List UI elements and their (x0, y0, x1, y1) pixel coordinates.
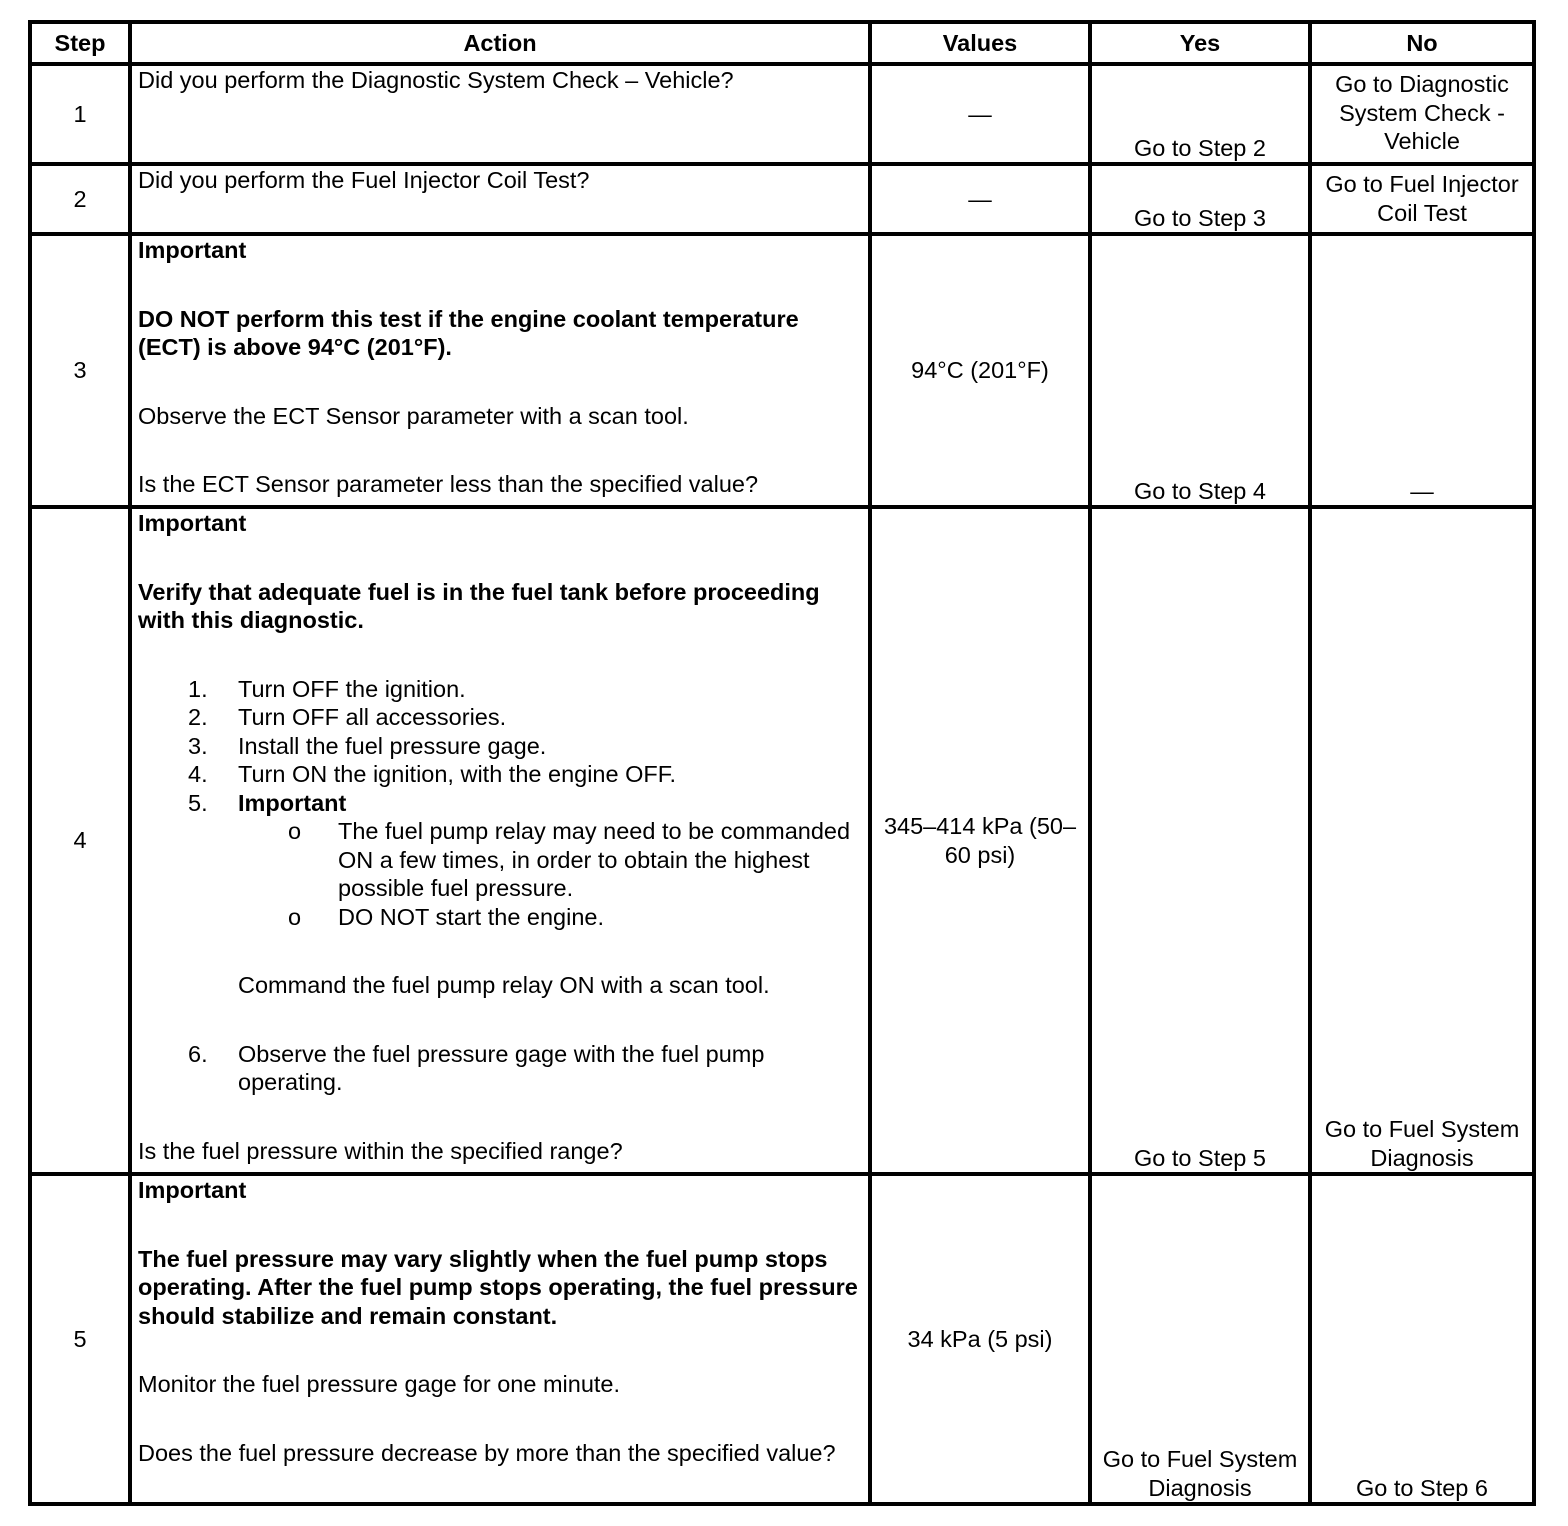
header-yes: Yes (1090, 22, 1310, 64)
important-label: Important (138, 237, 247, 263)
no-cell: Go to Step 6 (1310, 1174, 1534, 1504)
substep-number: 1. (188, 675, 208, 702)
list-item (138, 789, 862, 1040)
substep-followup: Command the fuel pump relay ON with a scan tool. (238, 972, 770, 998)
step-number: 3 (30, 234, 130, 507)
list-item (138, 732, 862, 761)
values-cell: 34 kPa (5 psi) (870, 1174, 1090, 1504)
bullet-mark: o (288, 903, 302, 930)
list-item (138, 760, 862, 789)
bullet-text: DO NOT start the engine. (338, 903, 605, 930)
action-question: Did you perform the Diagnostic System Check – Vehicle? (138, 67, 734, 93)
step-number: 5 (30, 1174, 130, 1504)
substep-text: Observe the fuel pressure gage with the fuel pump operating. (238, 1040, 765, 1095)
yes-cell: Go to Step 2 (1090, 64, 1310, 164)
values-cell: — (870, 164, 1090, 234)
list-item (138, 703, 862, 732)
header-no: No (1310, 22, 1534, 64)
action-cell (130, 64, 870, 164)
substep-bullet-list (238, 817, 862, 931)
diagnostic-table (28, 20, 1536, 1506)
substep-text: Turn OFF all accessories. (238, 704, 507, 730)
substep-number: 6. (188, 1040, 208, 1067)
yes-cell: Go to Step 5 (1090, 507, 1310, 1174)
yes-cell: Go to Step 3 (1090, 164, 1310, 234)
no-cell: Go to Fuel Injector Coil Test (1310, 164, 1534, 234)
list-item (138, 675, 862, 704)
action-cell (130, 234, 870, 507)
header-step: Step (30, 22, 130, 64)
substep-number: 5. (188, 789, 208, 816)
substep-text: Turn OFF the ignition. (238, 675, 466, 702)
substep-important-label: Important (238, 789, 347, 816)
header-row (30, 22, 1534, 64)
substep-text: Install the fuel pressure gage. (238, 732, 547, 759)
important-text: The fuel pressure may vary slightly when the fuel pump stops operating. After the fuel pump stops operating, the fuel pressure should stabilize and remain constant. (138, 1245, 858, 1329)
important-text: DO NOT perform this test if the engine coolant temperature (ECT) is above 94°C (201°F). (138, 305, 799, 360)
action-cell (130, 1174, 870, 1504)
yes-cell: Go to Fuel System Diagnosis (1090, 1174, 1310, 1504)
list-item (138, 1040, 862, 1097)
important-label: Important (138, 1177, 247, 1203)
no-cell: Go to Fuel System Diagnosis (1310, 507, 1534, 1174)
list-item (238, 903, 862, 932)
important-text: Verify that adequate fuel is in the fuel tank before proceeding with this diagnostic. (138, 578, 820, 633)
table-row-step-4 (30, 507, 1534, 1174)
header-values: Values (870, 22, 1090, 64)
table-row-step-5 (30, 1174, 1534, 1504)
no-cell: — (1310, 234, 1534, 507)
action-question: Did you perform the Fuel Injector Coil Test? (138, 167, 590, 193)
action-question: Is the ECT Sensor parameter less than the specified value? (138, 471, 759, 497)
substep-number: 2. (188, 704, 208, 730)
substep-number: 4. (188, 761, 208, 787)
action-question: Is the fuel pressure within the specified range? (138, 1137, 623, 1164)
list-item (238, 817, 862, 903)
values-cell: 345–414 kPa (50–60 psi) (870, 507, 1090, 1174)
yes-cell: Go to Step 4 (1090, 234, 1310, 507)
substep-number: 3. (188, 732, 208, 759)
values-cell: — (870, 64, 1090, 164)
action-question: Does the fuel pressure decrease by more than the specified value? (138, 1439, 836, 1466)
step-number: 4 (30, 507, 130, 1174)
important-label: Important (138, 510, 247, 536)
action-cell (130, 507, 870, 1174)
action-instruction: Observe the ECT Sensor parameter with a scan tool. (138, 402, 689, 429)
values-cell: 94°C (201°F) (870, 234, 1090, 507)
table-row-step-3 (30, 234, 1534, 507)
step-number: 1 (30, 64, 130, 164)
step-number: 2 (30, 164, 130, 234)
action-cell (130, 164, 870, 234)
table-row-step-2 (30, 164, 1534, 234)
table-row-step-1 (30, 64, 1534, 164)
substep-list (138, 675, 862, 1097)
no-cell: Go to Diagnostic System Check - Vehicle (1310, 64, 1534, 164)
header-action: Action (130, 22, 870, 64)
bullet-text: The fuel pump relay may need to be commanded ON a few times, in order to obtain the highest possible fuel pressure. (338, 818, 851, 901)
action-instruction: Monitor the fuel pressure gage for one minute. (138, 1371, 621, 1397)
substep-text: Turn ON the ignition, with the engine OFF. (238, 761, 677, 787)
bullet-mark: o (288, 818, 302, 844)
